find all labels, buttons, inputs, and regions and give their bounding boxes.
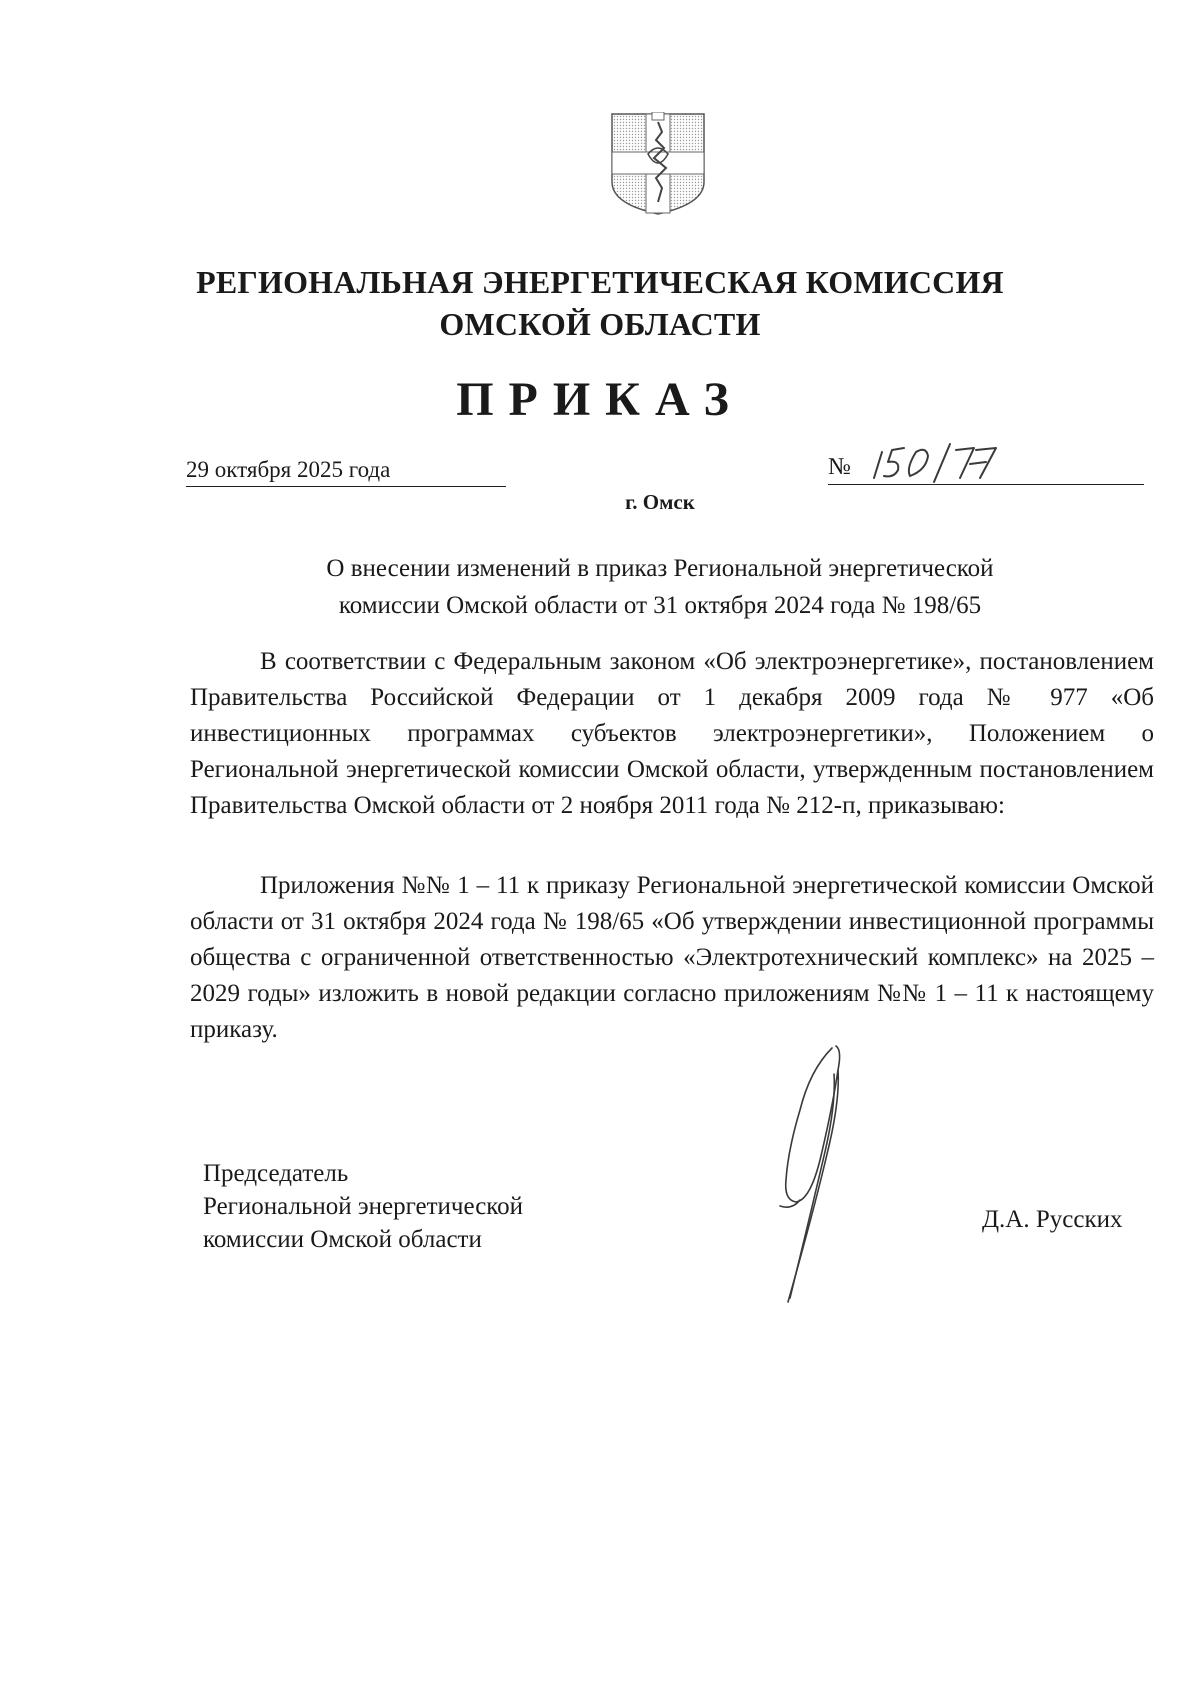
signatory-title-line1: Председатель — [203, 1160, 349, 1187]
body-paragraph-2: Приложения №№ 1 – 11 к приказу Региональной энергетической комиссии Омской области от 31 октября 2024 года № 198/65 «Об утверждении инвестиционной программы общества с ограниченной ответственностью «Электротехнический комплекс» на 2025 – 2029 годы» изложить в новой редакции согласно приложениям №№ 1 – 11 к настоящему приказу. — [190, 872, 1154, 1043]
signatory-title-line2: Региональной энергетической — [203, 1193, 524, 1220]
organization-name-line2: ОМСКОЙ ОБЛАСТИ — [439, 306, 761, 342]
document-type-title: ПРИКАЗ — [456, 373, 744, 426]
coat-of-arms-icon — [610, 112, 706, 216]
coat-of-arms-emblem — [610, 112, 706, 216]
document-date-text: 29 октября 2025 года — [186, 457, 391, 482]
handwritten-number — [864, 438, 1014, 484]
signatory-name: Д.А. Русских — [982, 1206, 1123, 1233]
body-paragraph-1: В соответствии с Федеральным законом «Об электроэнергетике», постановлением Правительства Российской Федерации от 1 декабря 2009 года № 977 «Об инвестиционных программах субъектов электроэнергетики», Положением о Региональной энергетической комиссии Омской области, утвержденным постановлением Правительства Омской области от 2 ноября 2011 года № 212-п, приказываю: — [190, 648, 1154, 819]
document-number — [828, 452, 1144, 485]
subject-line2: комиссии Омской области от 31 октября 2024 года № 198/65 — [338, 592, 982, 619]
subject-line1: О внесении изменений в приказ Региональной энергетической — [326, 555, 994, 582]
document-date — [186, 456, 506, 487]
document-city: г. Омск — [625, 490, 695, 514]
organization-name-line1: РЕГИОНАЛЬНАЯ ЭНЕРГЕТИЧЕСКАЯ КОМИССИЯ — [196, 264, 1004, 300]
signatory-title — [203, 1157, 523, 1256]
signatory-title-line3: комиссии Омской области — [203, 1226, 482, 1253]
document-subject — [0, 550, 1200, 624]
handwritten-signature — [740, 1040, 870, 1310]
document-number-label: № — [828, 454, 851, 480]
